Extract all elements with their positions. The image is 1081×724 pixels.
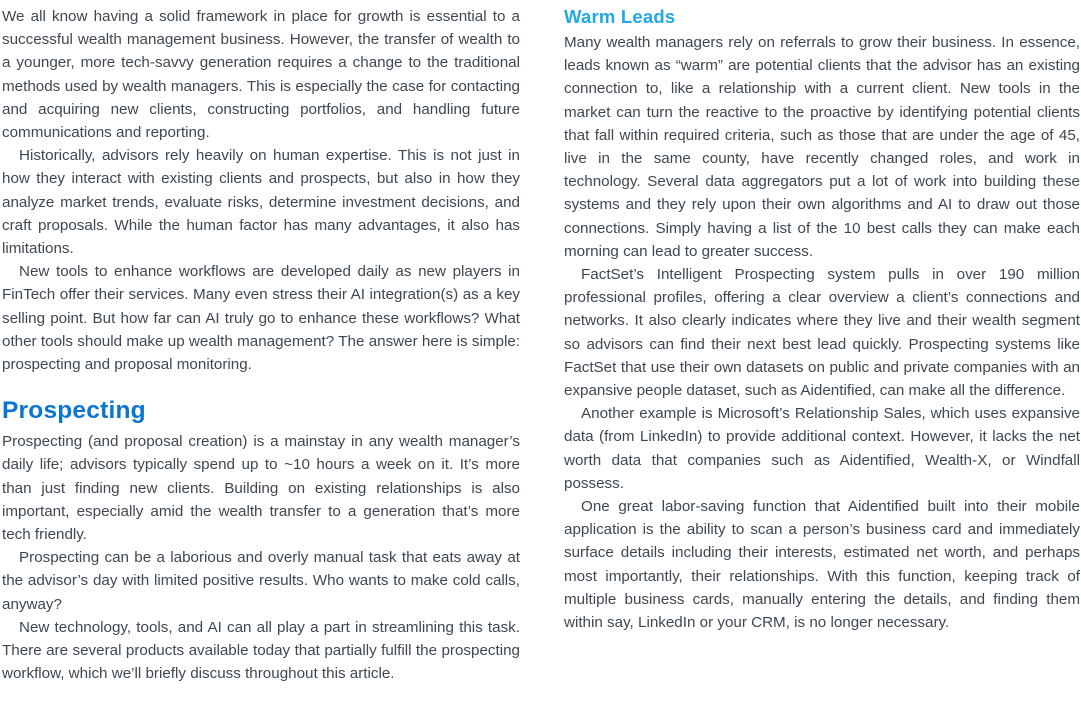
right-column	[564, 5, 1080, 724]
paragraph: Another example is Microsoft’s Relationship Sales, which uses expansive data (from LinkedIn) to provide additional context. However, it lacks the net worth data that companies such as Aidentified, Wealth-X, or Windfall possess.	[564, 405, 1080, 492]
paragraph: New technology, tools, and AI can all play a part in streamlining this task. There are several products available today that partially fulfill the prospecting workflow, which we’ll briefly discuss throughout this article.	[2, 618, 520, 683]
section-heading-prospecting: Prospecting	[2, 397, 146, 425]
paragraph: FactSet’s Intelligent Prospecting system pulls in over 190 million professional profiles, offering a clear overview a client’s connections and networks. It also clearly indicates where they live and their wealth segment so advisors can find their next best lead quickly. Prospecting systems like FactSet that use their own datasets on public and private companies with an expansive people dataset, such as Aidentified, can make all the difference.	[564, 266, 1080, 400]
paragraph: Prospecting can be a laborious and overly manual task that eats away at the advisor’s day with limited positive results. Who wants to make cold calls, anyway?	[2, 549, 520, 613]
paragraph: Many wealth managers rely on referrals to grow their business. In essence, leads known as “warm” are potential clients that the advisor has an existing connection to, like a relationship with a current client. New tools in the market can turn the reactive to the proactive by identifying potential clients that fall within required criteria, such as those that are under the age of 45, live in the same county, have recently changed roles, and work in technology. Several data aggregators put a lot of work into building these systems and they rely upon their own algorithms and AI to draw out those connections. Simply having a list of the 10 best calls they can make each morning can lead to greater success.	[564, 34, 1080, 260]
left-column	[2, 5, 520, 724]
paragraph: Prospecting (and proposal creation) is a mainstay in any wealth manager’s daily life; advisors typically spend up to ~10 hours a week on it. It’s more than just finding new clients. Building on existing relationships is also important, especially amid the wealth transfer to a generation that’s more tech friendly.	[2, 433, 520, 544]
paragraph: We all know having a solid framework in place for growth is essential to a successful wealth management business. However, the transfer of wealth to a younger, more tech-savvy generation requires a change to the traditional methods used by wealth managers. This is especially the case for contacting and acquiring new clients, constructing portfolios, and handling future communications and reporting.	[2, 8, 520, 142]
paragraph: One great labor-saving function that Aidentified built into their mobile application is the ability to scan a person’s business card and immediately surface details including their interests, estimated net worth, and perhaps most importantly, their relationships. With this function, keeping track of multiple business cards, manually entering the details, and finding them within say, LinkedIn or your CRM, is no longer necessary.	[564, 498, 1080, 632]
paragraph: Historically, advisors rely heavily on human expertise. This is not just in how they interact with existing clients and prospects, but also in how they analyze market trends, evaluate risks, determine investment decisions, and craft proposals. While the human factor has many advantages, it also has limitations.	[2, 147, 520, 258]
section-heading-warm-leads: Warm Leads	[564, 6, 676, 27]
paragraph: New tools to enhance workflows are developed daily as new players in FinTech offer their services. Many even stress their AI integration(s) as a key selling point. But how far can AI truly go to enhance these workflows? What other tools should make up wealth management? The answer here is simple: prospecting and proposal monitoring.	[2, 263, 520, 374]
